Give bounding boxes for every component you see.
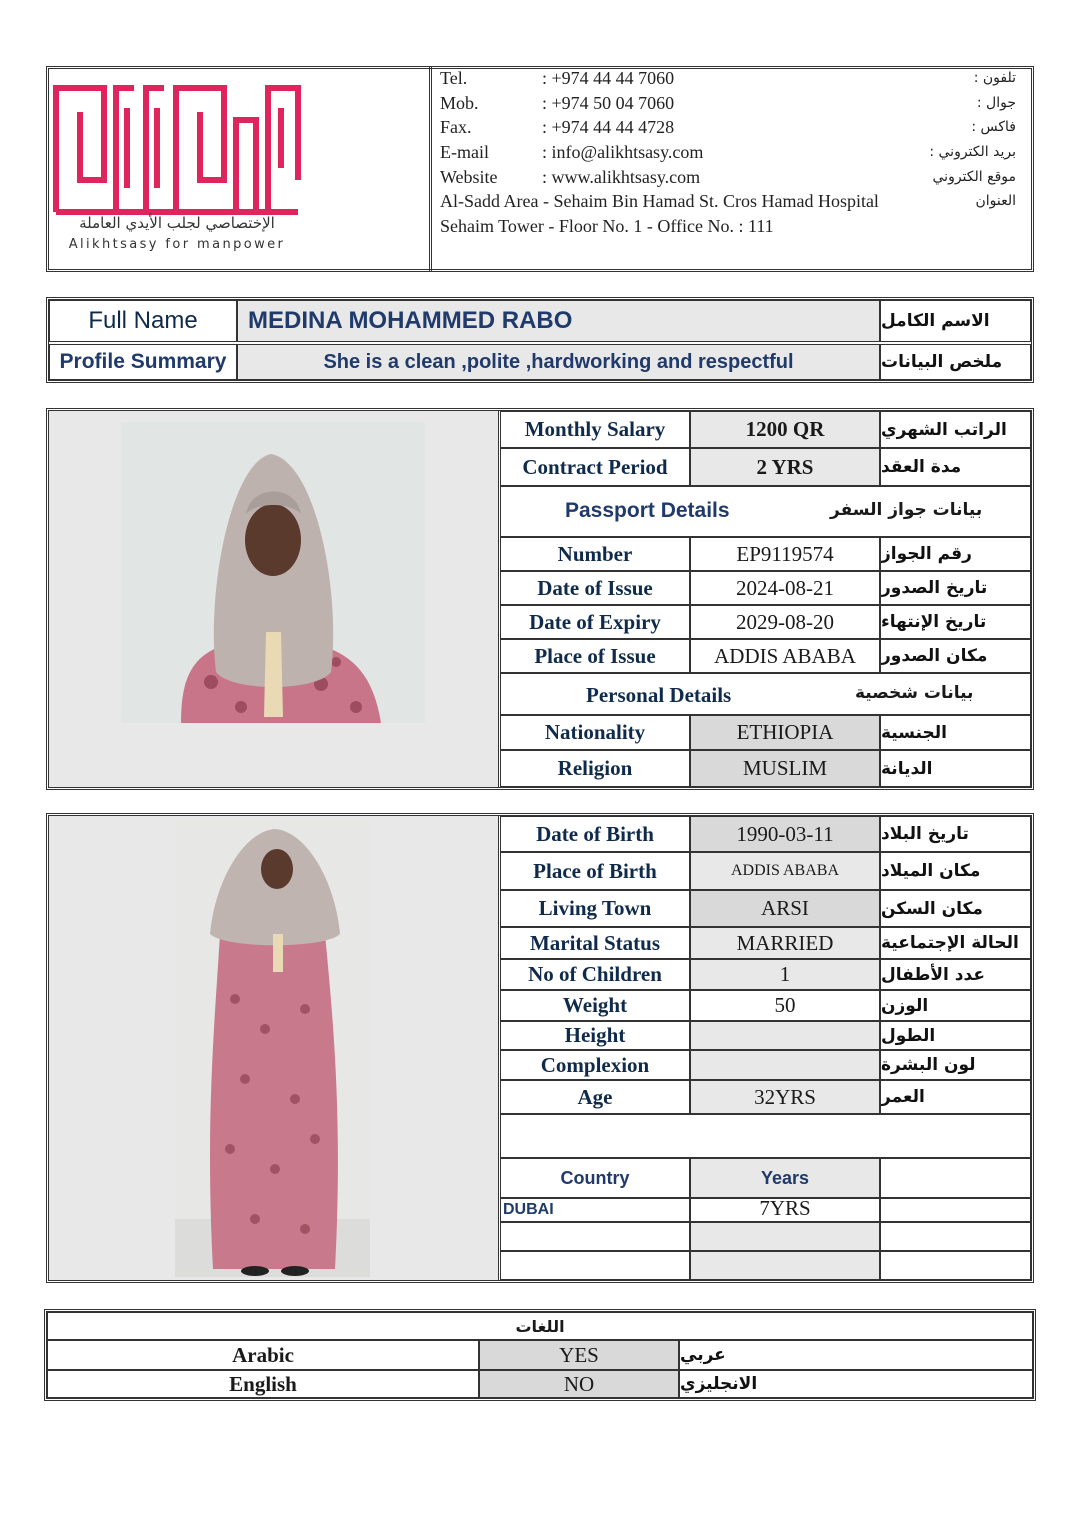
height-label: Height [500,1021,690,1050]
personal-title: Personal Details [586,683,732,707]
contract-value: 2 YRS [690,448,880,486]
age-value: 32YRS [690,1080,880,1114]
town-value: ARSI [690,890,880,927]
contact-tel-label: Tel. [440,68,468,88]
contact-mob-value: : +974 50 04 7060 [542,93,675,113]
contact-website-ar: موقع الكتروني [932,169,1016,185]
language-english-ar: الانجليزي [679,1370,1033,1398]
weight-value: 50 [690,990,880,1021]
issue-place-value: ADDIS ABABA [690,639,880,673]
profile-summary-ar: ملخص البيانات [880,344,1031,380]
age-label: Age [500,1080,690,1114]
passport-title: Passport Details [565,499,730,522]
language-arabic-value: YES [479,1340,679,1370]
experience-extra-3 [880,1251,1031,1280]
children-ar: عدد الأطفال [880,959,1031,990]
issue-date-label: Date of Issue [500,571,690,605]
town-label: Living Town [500,890,690,927]
complexion-ar: لون البشرة [880,1050,1031,1080]
pob-value: ADDIS ABABA [690,852,880,890]
complexion-label: Complexion [500,1050,690,1080]
contact-tel-ar: تلفون : [973,70,1016,86]
contact-email-label: E-mail [440,142,489,162]
weight-ar: الوزن [880,990,1031,1021]
contact-website-label: Website [440,167,498,187]
issue-place-label: Place of Issue [500,639,690,673]
header-divider [429,66,432,272]
experience-years-header: Years [690,1158,880,1198]
pob-label: Place of Birth [500,852,690,890]
address-ar: العنوان [975,193,1016,209]
nationality-ar: الجنسية [880,715,1031,750]
pob-ar: مكان الميلاد [880,852,1031,890]
expiry-date-ar: تاريخ الإنتهاء [880,605,1031,639]
nationality-label: Nationality [500,715,690,750]
experience-extra-2 [880,1222,1031,1251]
expiry-date-value: 2029-08-20 [690,605,880,639]
experience-extra-1 [880,1198,1031,1222]
spacer-row [500,1114,1031,1158]
height-value [690,1021,880,1050]
language-arabic-ar: عربي [679,1340,1033,1370]
language-arabic-label: Arabic [47,1340,479,1370]
dob-value: 1990-03-11 [690,816,880,852]
profile-summary-value: She is a clean ,polite ,hardworking and respectful [237,344,880,380]
marital-label: Marital Status [500,927,690,959]
address-line-1: Al-Sadd Area - Sehaim Bin Hamad St. Cros Hamad Hospital [440,191,879,211]
children-label: No of Children [500,959,690,990]
experience-extra-header [880,1158,1031,1198]
full-name-label: Full Name [49,300,237,342]
religion-label: Religion [500,750,690,787]
experience-years-1: 7YRS [690,1198,880,1222]
expiry-date-label: Date of Expiry [500,605,690,639]
age-ar: العمر [880,1080,1031,1114]
experience-country-header: Country [500,1158,690,1198]
religion-value: MUSLIM [690,750,880,787]
logo-arabic-text: الإختصاصي لجلب الأيدي العاملة [79,214,275,232]
contract-label: Contract Period [500,448,690,486]
logo-english-text: Alikhtsasy for manpower [68,237,286,252]
issue-place-ar: مكان الصدور [880,639,1031,673]
nationality-value: ETHIOPIA [690,715,880,750]
passport-number-value: EP9119574 [690,537,880,571]
contact-email-value[interactable]: : info@alikhtsasy.com [542,142,704,162]
company-logo [52,80,302,260]
passport-title-ar: بيانات جواز السفر [830,500,983,520]
contact-fax-ar: فاكس : [971,119,1016,135]
experience-years-2 [690,1222,880,1251]
full-body-photo [175,819,370,1277]
full-name-ar: الاسم الكامل [880,300,1031,342]
marital-ar: الحالة الإجتماعية [880,927,1031,959]
contact-fax-value: : +974 44 44 4728 [542,117,675,137]
language-english-label: English [47,1370,479,1398]
issue-date-ar: تاريخ الصدور [880,571,1031,605]
contact-mob-label: Mob. [440,93,479,113]
languages-title: اللغات [47,1312,1033,1340]
experience-years-3 [690,1251,880,1280]
dob-label: Date of Birth [500,816,690,852]
passport-number-label: Number [500,537,690,571]
experience-country-3 [500,1251,690,1280]
contact-tel-value: : +974 44 44 7060 [542,68,675,88]
salary-ar: الراتب الشهري [880,411,1031,448]
language-english-value: NO [479,1370,679,1398]
profile-summary-label: Profile Summary [49,344,237,380]
religion-ar: الديانة [880,750,1031,787]
marital-value: MARRIED [690,927,880,959]
logo-mark-icon [52,80,302,220]
height-ar: الطول [880,1021,1031,1050]
issue-date-value: 2024-08-21 [690,571,880,605]
portrait-photo [121,422,425,723]
weight-label: Weight [500,990,690,1021]
passport-number-ar: رقم الجواز [880,537,1031,571]
salary-value: 1200 QR [690,411,880,448]
contact-mob-ar: جوال : [976,95,1016,111]
salary-label: Monthly Salary [500,411,690,448]
dob-ar: تاريخ البلاد [880,816,1031,852]
full-name-value: MEDINA MOHAMMED RABO [237,300,880,342]
contact-website-value[interactable]: : www.alikhtsasy.com [542,167,701,187]
town-ar: مكان السكن [880,890,1031,927]
experience-country-1: DUBAI [500,1198,690,1222]
contract-ar: مدة العقد [880,448,1031,486]
contact-fax-label: Fax. [440,117,472,137]
complexion-value [690,1050,880,1080]
children-value: 1 [690,959,880,990]
personal-title-ar: بيانات شخصية [855,683,974,703]
address-line-2: Sehaim Tower - Floor No. 1 - Office No. : 111 [440,216,774,236]
contact-email-ar: بريد الكتروني : [929,144,1016,160]
experience-country-2 [500,1222,690,1251]
